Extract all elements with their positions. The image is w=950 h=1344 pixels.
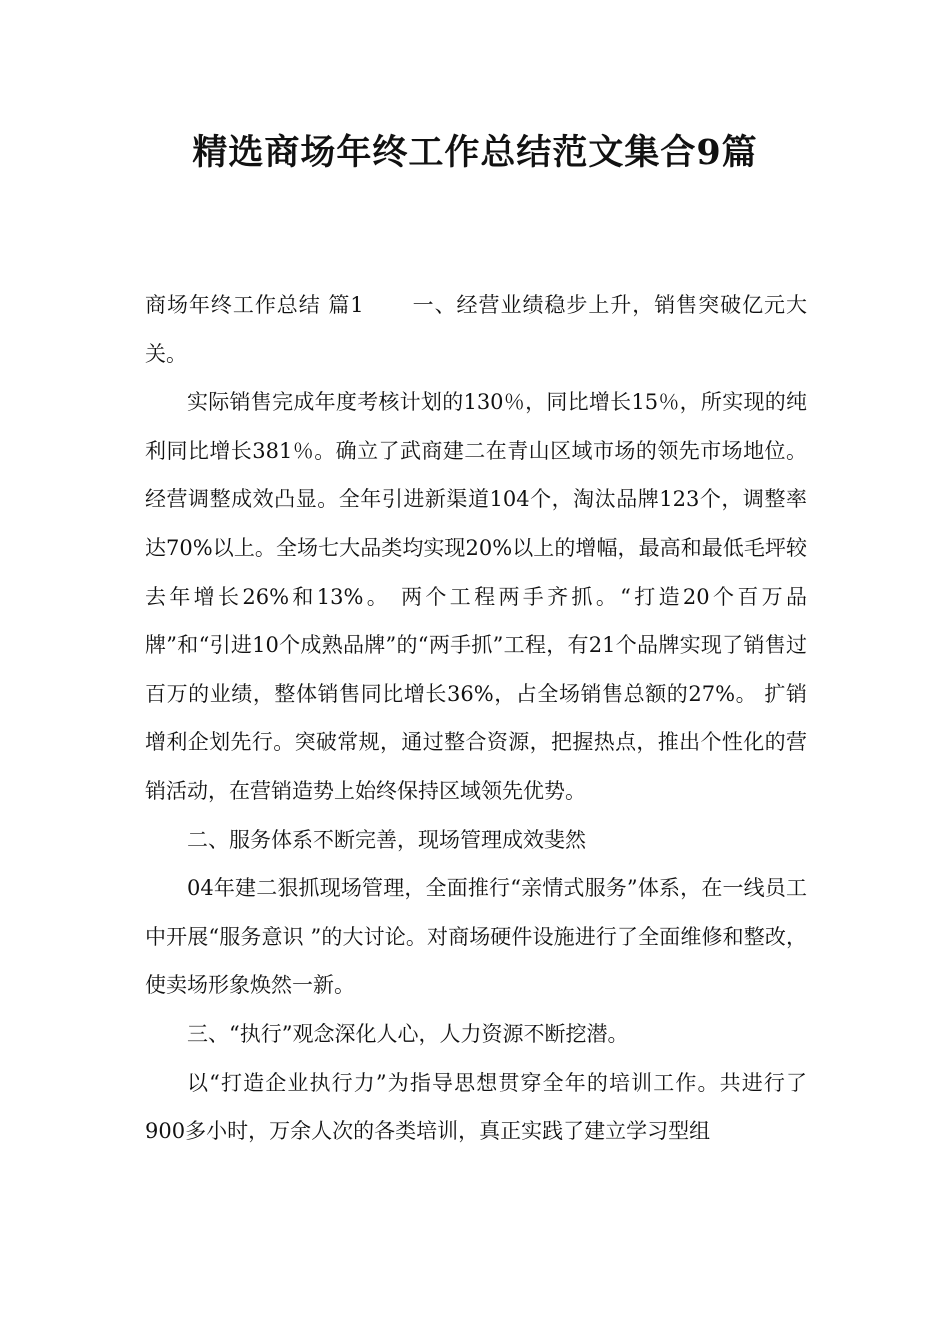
section-heading-2: 二、服务体系不断完善，现场管理成效斐然 (187, 827, 586, 852)
paragraph-training: 以“打造企业执行力”为指导思想贯穿全年的培训工作。共进行了900多小时，万余人次的各类培训，真正实践了建立学习型组 (145, 1070, 807, 1144)
document-title: 精选商场年终工作总结范文集合9篇 (192, 132, 758, 173)
section-heading-1: 一、经营业绩稳步上升，销售突破亿元大关。 (145, 293, 807, 366)
section-heading-3: 三、“执行”观念深化人心，人力资源不断挖潜。 (187, 1021, 629, 1046)
section-label: 商场年终工作总结 篇1 (145, 293, 364, 317)
document-body (145, 281, 807, 1156)
paragraph-sales-results: 实际销售完成年度考核计划的130％，同比增长15％，所实现的纯利同比增长381％。确立了武商建二在青山区域市场的领先市场地位。 经营调整成效凸显。全年引进新渠道104个，淘汰品牌123个，调整率达70%以上。全场七大品类均实现20%以上的增幅，最高和最低毛坪较去年增长26%和13%。 两个工程两手齐抓。“打造20个百万品牌”和“引进10个成熟品牌”的“两手抓”工程，有21个品牌实现了销售过百万的业绩，整体销售同比增长36%，占全场销售总额的27%。 扩销增利企划先行。突破常规，通过整合资源，把握热点，推出个性化的营销活动，在营销造势上始终保持区域领先优势。 (145, 390, 807, 803)
first-paragraph (145, 281, 807, 378)
paragraph-service: 04年建二狠抓现场管理，全面推行“亲情式服务”体系，在一线员工中开展“服务意识 ”的大讨论。对商场硬件设施进行了全面维修和整改，使卖场形象焕然一新。 (145, 876, 807, 998)
